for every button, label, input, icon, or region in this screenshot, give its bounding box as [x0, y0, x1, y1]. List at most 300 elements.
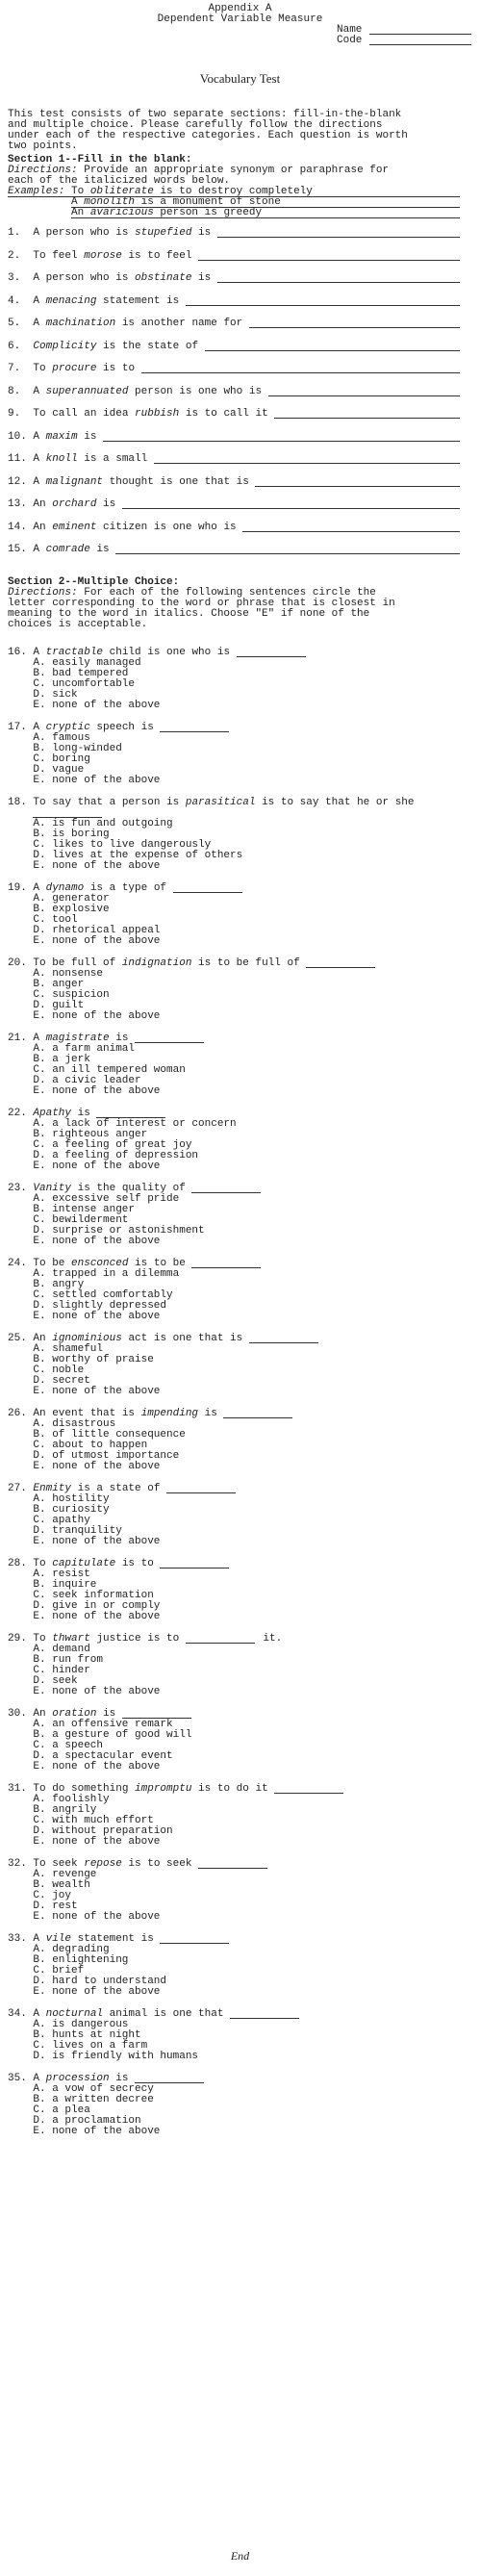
- item-number: 6.: [8, 341, 34, 352]
- name-label: Name: [337, 24, 363, 36]
- item-prefix: A: [33, 318, 46, 329]
- question-blank[interactable]: [306, 967, 375, 968]
- choice-option[interactable]: [33, 1311, 160, 1322]
- choice-text: C. bewilderment: [33, 1214, 129, 1226]
- question-suffix: is a type of: [84, 882, 167, 894]
- choice-option[interactable]: [33, 1611, 160, 1622]
- question-blank[interactable]: [237, 656, 306, 657]
- choice-text: B. bad tempered: [33, 668, 129, 679]
- choice-option[interactable]: [33, 935, 160, 947]
- item-word: maxim: [45, 431, 78, 443]
- answer-blank[interactable]: [198, 260, 460, 261]
- choice-text: B. enlightening: [33, 1954, 129, 1966]
- item-suffix: is a small: [77, 453, 148, 465]
- example-suffix: is a monument of stone: [135, 196, 281, 208]
- item-suffix: is another name for: [115, 318, 243, 329]
- item-suffix: person is one who is: [128, 386, 263, 397]
- measure-label: Dependent Variable Measure: [157, 13, 323, 25]
- section1-directions-text: each of the italicized words below.: [8, 175, 231, 187]
- question-word: nocturnal: [45, 2008, 104, 2020]
- choice-text: A. easily managed: [33, 657, 141, 669]
- intro-line: [8, 140, 78, 152]
- end-marker: End: [230, 2549, 250, 2563]
- choice-text: D. of utmost importance: [33, 1450, 180, 1462]
- question-suffix: is to seek: [121, 1858, 192, 1870]
- question-word: ignominious: [52, 1333, 122, 1344]
- choice-text: E. none of the above: [33, 935, 161, 947]
- choice-text: D. vague: [33, 764, 85, 776]
- question-prefix: An: [33, 1708, 53, 1720]
- choice-text: A. resist: [33, 1569, 90, 1580]
- choice-text: A. shameful: [33, 1343, 104, 1355]
- fill-blank-item: [8, 341, 198, 352]
- question-number: 24.: [8, 1258, 34, 1269]
- choice-text: D. slightly depressed: [33, 1300, 167, 1312]
- choice-text: D. sick: [33, 689, 78, 701]
- choice-text: B. angry: [33, 1279, 85, 1290]
- question-word: parasitical: [185, 797, 256, 808]
- question-prefix: To: [33, 1558, 53, 1569]
- question-word: Vanity: [33, 1183, 72, 1194]
- choice-option[interactable]: [33, 1386, 160, 1397]
- choice-text: E. none of the above: [33, 1986, 161, 1998]
- answer-blank[interactable]: [249, 327, 460, 328]
- choice-text: C. boring: [33, 753, 90, 765]
- question-blank[interactable]: [249, 1342, 318, 1343]
- item-word: eminent: [52, 522, 97, 533]
- example-underline[interactable]: [71, 217, 460, 218]
- question-number: 33.: [8, 1933, 34, 1945]
- question-suffix: is: [109, 1033, 129, 1044]
- section1-heading-text: Section 1--Fill in the blank:: [8, 154, 192, 166]
- test-title: Vocabulary Test: [199, 71, 281, 86]
- item-word: obstinate: [135, 272, 192, 284]
- question-prefix: An event that is: [33, 1408, 141, 1419]
- section2-directions-text: letter corresponding to the word or phrase that is closest in: [8, 598, 395, 609]
- fill-blank-item: [8, 272, 211, 284]
- choice-option[interactable]: [33, 860, 160, 872]
- question-word: impromptu: [135, 1783, 192, 1795]
- choice-text: C. about to happen: [33, 1440, 148, 1451]
- question-word: ensconced: [71, 1258, 129, 1269]
- item-prefix: A person who is: [33, 227, 136, 239]
- choice-text: B. inquire: [33, 1579, 97, 1591]
- item-word: malignant: [45, 476, 104, 488]
- choice-option[interactable]: [33, 1911, 160, 1923]
- question-suffix: is to say that he or she: [255, 797, 415, 808]
- appendix-label: Appendix A: [208, 3, 272, 14]
- section2-directions-text: For each of the following sentences circle the: [77, 587, 376, 599]
- question-prefix: An: [33, 1333, 53, 1344]
- fill-blank-item: [8, 386, 262, 397]
- question-prefix: A: [33, 2073, 46, 2084]
- choice-text: A. revenge: [33, 1869, 97, 1880]
- choice-text: D. a proclamation: [33, 2115, 141, 2127]
- item-number: 3.: [8, 272, 34, 284]
- question-prefix: A: [33, 882, 46, 894]
- choice-option[interactable]: [33, 1236, 160, 1247]
- section1-directions-text: Provide an appropriate synonym or paraphrase for: [77, 165, 390, 176]
- fill-blank-item: [8, 431, 96, 443]
- question-blank[interactable]: [198, 1868, 267, 1869]
- choice-text: C. brief: [33, 1965, 85, 1977]
- choice-text: E. none of the above: [33, 1611, 161, 1622]
- choice-option[interactable]: [33, 1536, 160, 1547]
- section2-directions-text: meaning to the word in italics. Choose "E" if none of the: [8, 608, 370, 620]
- question-blank[interactable]: [160, 1568, 229, 1569]
- choice-text: D. rest: [33, 1900, 78, 1912]
- question-suffix: speech is: [89, 722, 154, 733]
- item-word: morose: [84, 250, 122, 262]
- answer-blank[interactable]: [154, 463, 460, 464]
- intro-text: This test consists of two separate sections: fill-in-the-blank: [8, 109, 402, 120]
- choice-option[interactable]: [33, 700, 160, 711]
- item-word: machination: [45, 318, 116, 329]
- code-field[interactable]: [369, 44, 471, 45]
- question-word: Apathy: [33, 1108, 72, 1119]
- question-number: 32.: [8, 1858, 34, 1870]
- choice-text: A. degrading: [33, 1944, 110, 1955]
- fill-blank-item: [8, 295, 179, 307]
- item-number: 2.: [8, 250, 34, 262]
- choice-option[interactable]: [33, 1761, 160, 1773]
- question-word: procession: [45, 2073, 110, 2084]
- item-number: 8.: [8, 386, 34, 397]
- item-prefix: A: [33, 544, 46, 555]
- question-number: 30.: [8, 1708, 34, 1720]
- intro-text: under each of the respective categories. Each question is worth: [8, 130, 408, 141]
- choice-text: B. hunts at night: [33, 2029, 141, 2041]
- question-suffix: is: [198, 1408, 217, 1419]
- section1-directions-label: Directions:: [8, 165, 78, 176]
- question-number: 29.: [8, 1633, 34, 1645]
- item-word: comrade: [45, 544, 90, 555]
- intro-text: two points.: [8, 140, 78, 152]
- item-suffix: is to call it: [179, 408, 268, 420]
- choice-text: A. a lack of interest or concern: [33, 1118, 237, 1130]
- question-prefix: To be full of: [33, 957, 122, 969]
- choice-text: A. nonsense: [33, 968, 104, 980]
- question-word: oration: [52, 1708, 97, 1720]
- choice-text: C. hinder: [33, 1665, 90, 1676]
- choice-text: E. none of the above: [33, 1386, 161, 1397]
- question-suffix: is to be: [128, 1258, 186, 1269]
- question-number: 18.: [8, 797, 34, 808]
- fill-blank-item: [8, 522, 237, 533]
- choice-option[interactable]: [33, 1686, 160, 1697]
- item-number: 5.: [8, 318, 34, 329]
- choice-text: C. joy: [33, 1890, 71, 1901]
- choice-option[interactable]: [33, 1010, 160, 1022]
- choice-text: A. foolishly: [33, 1794, 110, 1805]
- item-word: rubbish: [135, 408, 180, 420]
- item-number: 9.: [8, 408, 34, 420]
- choice-text: B. run from: [33, 1654, 104, 1666]
- item-prefix: To: [33, 363, 53, 374]
- question-number: 23.: [8, 1183, 34, 1194]
- choice-text: E. none of the above: [33, 1085, 161, 1097]
- choice-text: E. none of the above: [33, 1236, 161, 1247]
- answer-blank[interactable]: [103, 441, 460, 442]
- example-suffix: person is greedy: [153, 207, 263, 218]
- item-suffix: is to feel: [121, 250, 192, 262]
- question-word: impending: [140, 1408, 199, 1419]
- choice-text: E. none of the above: [33, 1686, 161, 1697]
- section2-directions-text: choices is acceptable.: [8, 619, 148, 630]
- question-blank[interactable]: [173, 892, 242, 893]
- answer-blank[interactable]: [205, 350, 460, 351]
- code-label: Code: [337, 35, 363, 46]
- choice-text: A. demand: [33, 1644, 90, 1655]
- choice-text: D. hard to understand: [33, 1976, 167, 1987]
- question-word: thwart: [52, 1633, 90, 1645]
- answer-blank[interactable]: [217, 282, 460, 283]
- item-suffix: is to: [96, 363, 136, 374]
- question-word: indignation: [121, 957, 192, 969]
- choice-text: E. none of the above: [33, 1010, 161, 1022]
- example-prefix: To: [64, 186, 90, 197]
- choice-text: B. is boring: [33, 829, 110, 840]
- item-prefix: A: [33, 453, 46, 465]
- item-prefix: To feel: [33, 250, 85, 262]
- question-suffix: is the quality of: [71, 1183, 186, 1194]
- item-number: 11.: [8, 453, 34, 465]
- question-stem: [8, 797, 415, 808]
- item-suffix: is: [191, 272, 212, 284]
- choice-text: B. anger: [33, 979, 85, 990]
- choice-text: B. long-winded: [33, 743, 122, 754]
- item-word: Complicity: [33, 341, 97, 352]
- choice-text: C. noble: [33, 1365, 85, 1376]
- item-number: 12.: [8, 476, 34, 488]
- choice-text: C. tool: [33, 914, 78, 926]
- choice-text: A. excessive self pride: [33, 1193, 180, 1205]
- choice-text: B. wealth: [33, 1879, 90, 1891]
- choice-text: D. tranquility: [33, 1525, 122, 1537]
- item-word: orchard: [52, 498, 97, 510]
- choice-option[interactable]: [33, 1160, 160, 1172]
- item-suffix: is: [96, 498, 116, 510]
- item-prefix: An: [33, 522, 53, 533]
- item-suffix: is the state of: [96, 341, 199, 352]
- answer-blank[interactable]: [186, 305, 460, 306]
- item-prefix: To call an idea: [33, 408, 136, 420]
- answer-blank[interactable]: [274, 418, 460, 419]
- question-blank[interactable]: [160, 731, 229, 732]
- choice-option[interactable]: [33, 1085, 160, 1097]
- question-suffix: is: [71, 1108, 90, 1119]
- item-word: stupefied: [135, 227, 192, 239]
- question-number: 22.: [8, 1108, 34, 1119]
- item-suffix: statement is: [96, 295, 180, 307]
- question-blank[interactable]: [230, 2018, 299, 2019]
- question-suffix: animal is one that: [103, 2008, 224, 2020]
- choice-option[interactable]: [33, 2051, 198, 2062]
- choice-text: B. a jerk: [33, 1054, 90, 1065]
- choice-text: C. uncomfortable: [33, 678, 136, 690]
- choice-text: C. seek information: [33, 1590, 154, 1601]
- choice-text: B. worthy of praise: [33, 1354, 154, 1365]
- item-suffix: thought is one that is: [103, 476, 249, 488]
- choice-text: E. none of the above: [33, 860, 161, 872]
- choice-text: B. intense anger: [33, 1204, 136, 1215]
- question-number: 34.: [8, 2008, 34, 2020]
- choice-option[interactable]: [33, 2126, 160, 2137]
- choice-text: E. none of the above: [33, 1461, 161, 1472]
- question-blank[interactable]: [191, 1267, 261, 1268]
- question-number: 16.: [8, 647, 34, 658]
- fill-blank-item: [8, 453, 147, 465]
- choice-text: E. none of the above: [33, 1761, 161, 1773]
- question-number: 31.: [8, 1783, 34, 1795]
- choice-text: B. angrily: [33, 1804, 97, 1816]
- choice-text: D. without preparation: [33, 1825, 173, 1837]
- question-suffix: is: [109, 2073, 129, 2084]
- example-word: obliterate: [89, 186, 154, 197]
- choice-text: E. none of the above: [33, 2126, 161, 2137]
- choice-text: C. a speech: [33, 1740, 104, 1751]
- example-prefix: An: [71, 207, 90, 218]
- question-blank[interactable]: [135, 1042, 204, 1043]
- question-prefix: To say that a person is: [33, 797, 186, 808]
- choice-text: E. none of the above: [33, 775, 161, 786]
- choice-text: D. guilt: [33, 1000, 85, 1011]
- question-number: 27.: [8, 1483, 34, 1494]
- fill-blank-item: [8, 250, 191, 262]
- choice-option[interactable]: [33, 775, 160, 786]
- choice-option[interactable]: [33, 1986, 160, 1998]
- choice-text: A. is fun and outgoing: [33, 818, 173, 829]
- example-word: monolith: [84, 196, 136, 208]
- name-field[interactable]: [369, 34, 471, 35]
- choice-text: D. surprise or astonishment: [33, 1225, 205, 1237]
- choice-text: E. none of the above: [33, 1311, 161, 1322]
- item-number: 10.: [8, 431, 34, 443]
- item-prefix: A: [33, 476, 46, 488]
- item-prefix: A: [33, 295, 46, 307]
- fill-blank-item: [8, 498, 115, 510]
- choice-text: B. curiosity: [33, 1504, 110, 1516]
- choice-text: B. a gesture of good will: [33, 1729, 192, 1741]
- question-blank[interactable]: [160, 1943, 229, 1944]
- item-number: 1.: [8, 227, 34, 239]
- item-word: menacing: [45, 295, 97, 307]
- choice-text: C. likes to live dangerously: [33, 839, 212, 851]
- choice-text: E. none of the above: [33, 1911, 161, 1923]
- question-suffix: is a state of: [71, 1483, 161, 1494]
- section2-heading-text: Section 2--Multiple Choice:: [8, 576, 180, 588]
- question-suffix: is to do it: [191, 1783, 268, 1795]
- question-blank[interactable]: [186, 1643, 255, 1644]
- example-word: avaricious: [89, 207, 154, 218]
- item-number: 4.: [8, 295, 34, 307]
- question-word: dynamo: [45, 882, 85, 894]
- choice-text: B. of little consequence: [33, 1429, 186, 1441]
- question-number: 35.: [8, 2073, 34, 2084]
- question-number: 20.: [8, 957, 34, 969]
- answer-blank[interactable]: [242, 531, 460, 532]
- question-suffix: is to: [115, 1558, 154, 1569]
- question-blank[interactable]: [191, 1192, 261, 1193]
- choice-text: C. a feeling of great joy: [33, 1139, 192, 1151]
- answer-blank[interactable]: [268, 395, 460, 396]
- choice-text: D. give in or comply: [33, 1600, 161, 1612]
- choice-text: D. rhetorical appeal: [33, 925, 161, 936]
- fill-blank-item: [8, 363, 135, 374]
- question-tail-text: it.: [256, 1633, 283, 1645]
- choice-text: A. trapped in a dilemma: [33, 1268, 180, 1280]
- answer-blank[interactable]: [115, 553, 460, 554]
- choice-option[interactable]: [33, 1836, 160, 1848]
- question-prefix: A: [33, 1933, 46, 1945]
- question-word: Enmity: [33, 1483, 72, 1494]
- example-prefix: A: [71, 196, 85, 208]
- example-suffix: is to destroy completely: [153, 186, 313, 197]
- answer-blank[interactable]: [122, 508, 460, 509]
- choice-text: B. righteous anger: [33, 1129, 148, 1140]
- choice-text: C. an ill tempered woman: [33, 1064, 186, 1076]
- fill-blank-item: [8, 544, 110, 555]
- choice-text: D. a spectacular event: [33, 1750, 173, 1762]
- question-blank[interactable]: [274, 1793, 343, 1794]
- question-number: 28.: [8, 1558, 34, 1569]
- question-word: capitulate: [52, 1558, 116, 1569]
- section2-directions-label: Directions:: [8, 587, 78, 599]
- question-prefix: A: [33, 647, 46, 658]
- fill-blank-item: [8, 227, 211, 239]
- item-word: procure: [52, 363, 97, 374]
- choice-text: A. famous: [33, 732, 90, 744]
- choice-text: E. none of the above: [33, 1836, 161, 1848]
- question-blank[interactable]: [166, 1492, 236, 1493]
- question-prefix: A: [33, 2008, 46, 2020]
- question-prefix: To do something: [33, 1783, 136, 1795]
- answer-blank[interactable]: [141, 372, 460, 373]
- choice-text: D. is friendly with humans: [33, 2051, 199, 2062]
- item-number: 7.: [8, 363, 34, 374]
- question-tail: [257, 1633, 282, 1645]
- question-number: 19.: [8, 882, 34, 894]
- choice-text: A. an offensive remark: [33, 1719, 173, 1730]
- item-suffix: is: [191, 227, 212, 239]
- choice-text: B. explosive: [33, 904, 110, 915]
- choice-option[interactable]: [33, 1461, 160, 1472]
- item-suffix: is: [89, 544, 110, 555]
- answer-blank[interactable]: [255, 486, 460, 487]
- examples-label: Examples:: [8, 186, 65, 197]
- choice-text: D. lives at the expense of others: [33, 850, 243, 861]
- choice-text: D. seek: [33, 1675, 78, 1687]
- fill-blank-item: [8, 476, 249, 488]
- answer-blank[interactable]: [217, 237, 460, 238]
- question-word: cryptic: [45, 722, 90, 733]
- item-word: knoll: [45, 453, 78, 465]
- item-prefix: A person who is: [33, 272, 136, 284]
- choice-text: C. settled comfortably: [33, 1289, 173, 1301]
- question-word: vile: [45, 1933, 72, 1945]
- question-suffix: is to be full of: [191, 957, 300, 969]
- question-suffix: statement is: [71, 1933, 154, 1945]
- item-prefix: An: [33, 498, 53, 510]
- choice-text: B. a written decree: [33, 2094, 154, 2105]
- question-suffix: justice is to: [89, 1633, 180, 1645]
- question-number: 21.: [8, 1033, 34, 1044]
- intro-text: and multiple choice. Please carefully follow the directions: [8, 119, 383, 131]
- choice-text: D. a feeling of depression: [33, 1150, 199, 1161]
- question-number: 25.: [8, 1333, 34, 1344]
- question-blank[interactable]: [223, 1417, 292, 1418]
- section2-directions: [8, 619, 147, 630]
